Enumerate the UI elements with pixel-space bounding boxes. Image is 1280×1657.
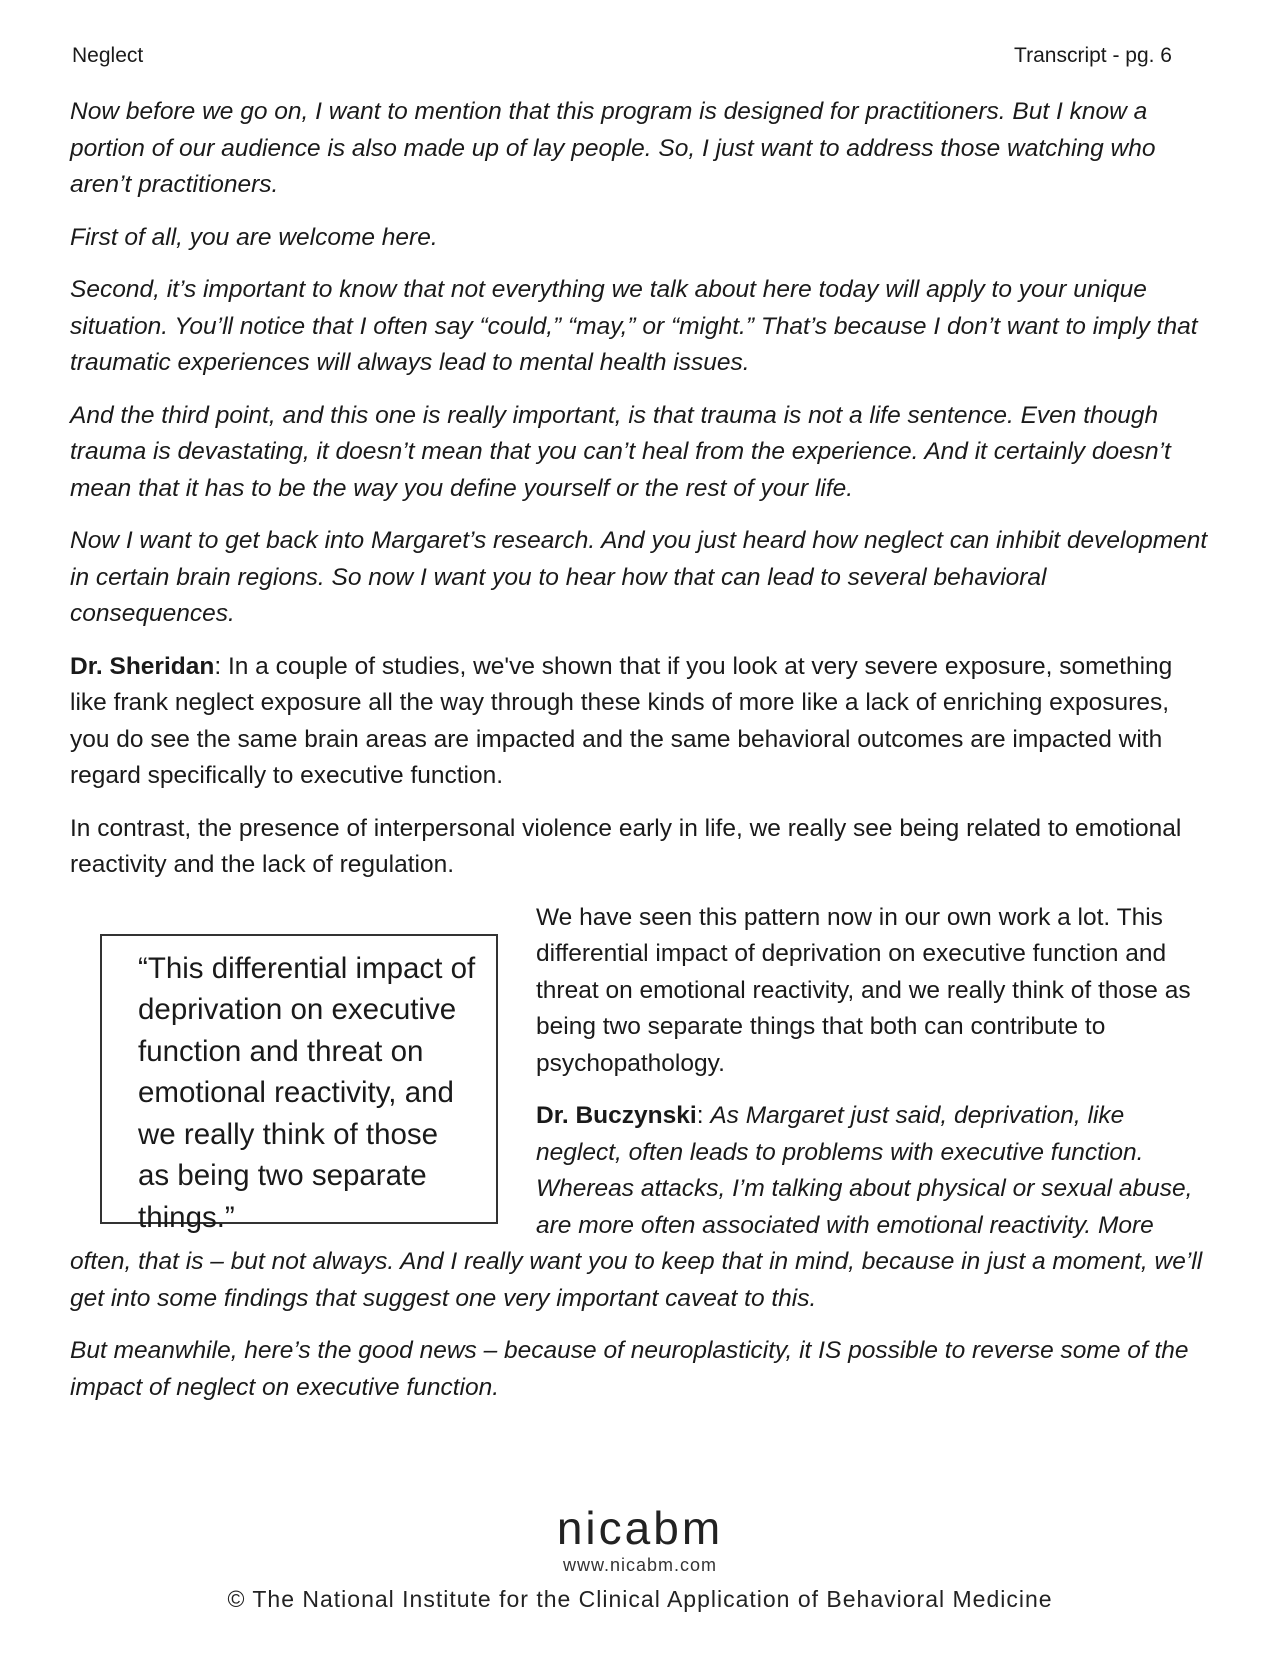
page-header xyxy=(72,44,1172,72)
speaker-name: Dr. Sheridan xyxy=(70,652,215,680)
paragraph-pattern: We have seen this pattern now in our own work a lot. This differential impact of deprivation on executive function and threat on emotional reactivity, and we really think of those as being two separate things that both can contribute to psychopathology. xyxy=(536,903,1191,1077)
paragraph-practitioners-note: Now before we go on, I want to mention that this program is designed for practitioners. But I know a portion of our audience is also made up of lay people. So, I just want to address those watching who aren’t practitioners. xyxy=(70,98,1156,198)
document-title: Neglect xyxy=(72,44,144,67)
paragraph-margarets-research: Now I want to get back into Margaret’s research. And you just heard how neglect can inhibit development in certain brain regions. So now I want you to hear how that can lead to several behavioral consequences. xyxy=(70,527,1208,627)
paragraph-good-news: But meanwhile, here’s the good news – because of neuroplasticity, it IS possible to reverse some of the impact of neglect on executive function. xyxy=(70,1337,1189,1401)
speaker-colon: : xyxy=(696,1102,711,1129)
pull-quote: “This differential impact of deprivation on executive function and threat on emotional reactivity, and we really think of those as being two separate things.” xyxy=(100,934,498,1224)
speaker-text: : In a couple of studies, we've shown that if you look at very severe exposure, something like frank neglect exposure all the way through these kinds of more like a lack of enriching exposures, you do see the same brain areas are impacted and the same behavioral outcomes are impacted with regard specifically to executive function. xyxy=(70,652,1173,789)
speaker-name: Dr. Buczynski xyxy=(536,1102,697,1129)
website-url: www.nicabm.com xyxy=(562,1555,718,1575)
speaker-text: As Margaret just said, deprivation, like neglect, often leads to problems with executive function. Whereas attacks, I’m talking about physical or sexual abuse, are more often associated with emotional reactivity. More often, that is – but not always. And I really want you to keep that in mind, because in just a moment, we’ll get into some findings that suggest one very important caveat to this. xyxy=(70,1102,1203,1312)
nicabm-logo: nicabm xyxy=(556,1502,724,1554)
paragraph-welcome: First of all, you are welcome here. xyxy=(70,223,438,251)
paragraph-interpersonal-violence: In contrast, the presence of interpersonal violence early in life, we really see being related to emotional reactivity and the lack of regulation. xyxy=(70,814,1182,878)
page-footer xyxy=(0,1502,1280,1613)
copyright-notice: © The National Institute for the Clinical Application of Behavioral Medicine xyxy=(227,1586,1053,1612)
paragraph-third-point: And the third point, and this one is really important, is that trauma is not a life sentence. Even though trauma is devastating, it doesn’t mean that you can’t heal from the experience. And it certainly doesn’t mean that it has to be the way you define yourself or the rest of your life. xyxy=(70,401,1171,502)
paragraph-second-point: Second, it’s important to know that not everything we talk about here today will apply to your unique situation. You’ll notice that I often say “could,” “may,” or “might.” That’s because I don’t want to imply that traumatic experiences will always lead to mental health issues. xyxy=(70,276,1198,376)
page-number: Transcript - pg. 6 xyxy=(1014,44,1172,67)
transcript-body xyxy=(70,94,1210,1422)
paragraph-sheridan xyxy=(70,649,1210,795)
